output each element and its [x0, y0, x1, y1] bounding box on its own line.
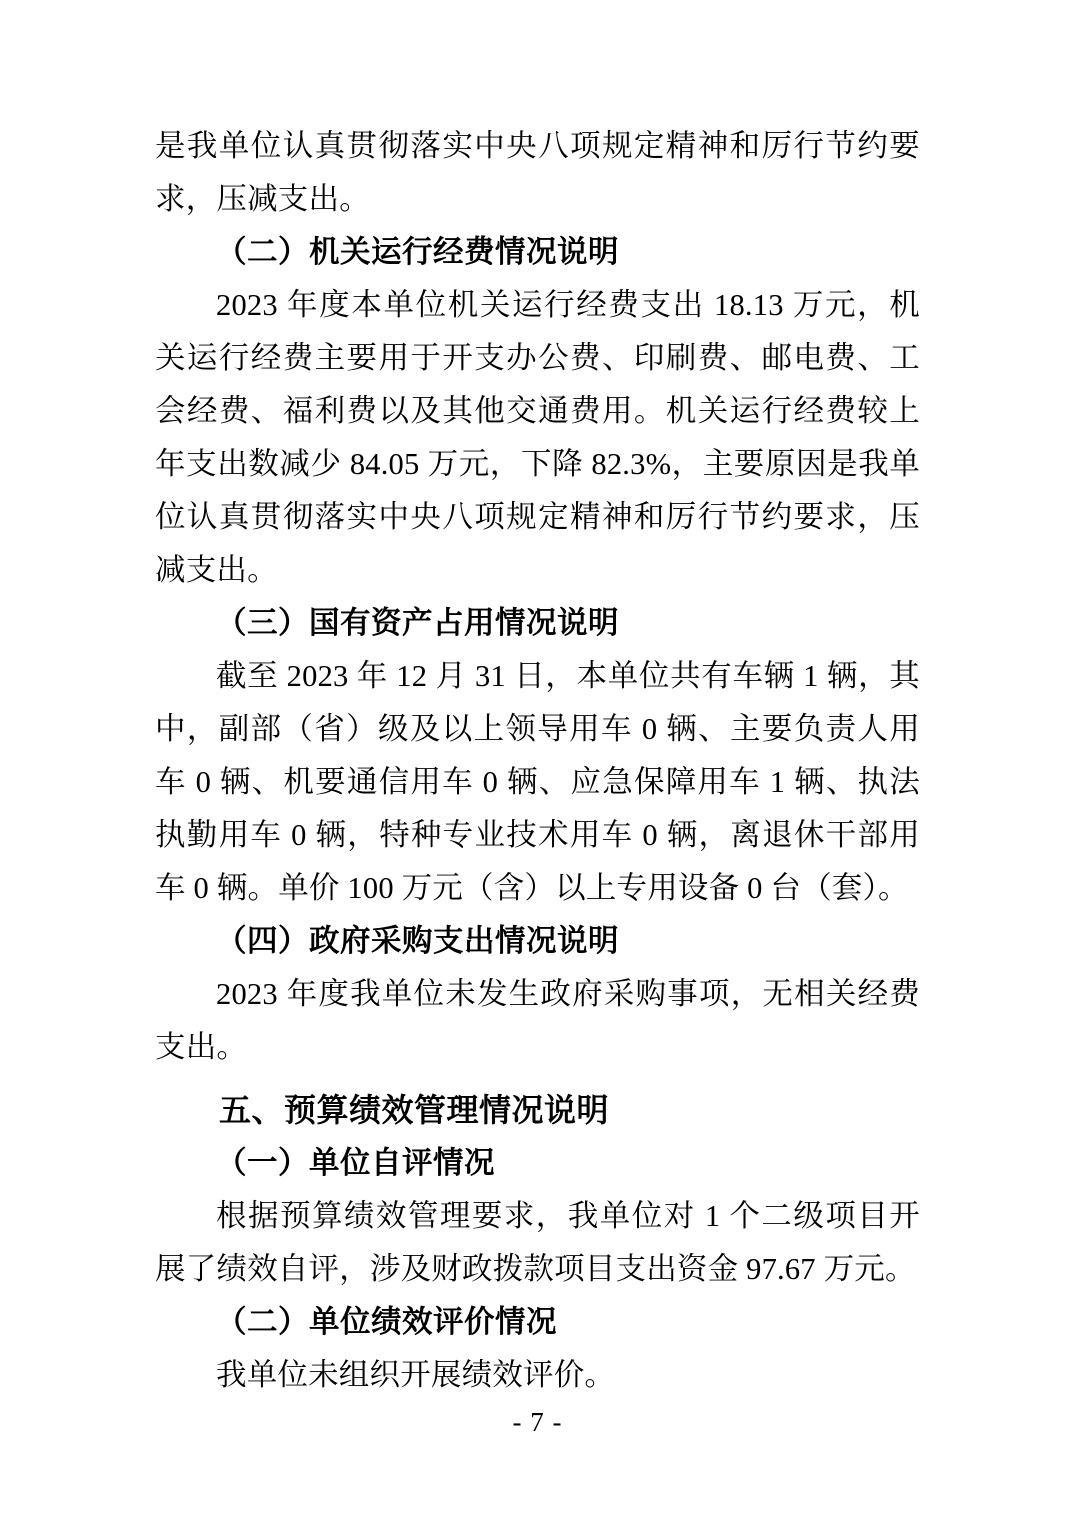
section-heading-government-procurement: （四）政府采购支出情况说明 [216, 924, 619, 958]
section-heading-self-evaluation: （一）单位自评情况 [216, 1146, 495, 1180]
paragraph-self-evaluation: 根据预算绩效管理要求，我单位对 1 个二级项目开展了绩效自评，涉及财政拨款项目支出资金 97.67 万元。 [155, 1199, 920, 1286]
page-number: - 7 - [512, 1407, 563, 1437]
section-heading-operating-expenses: （二）机关运行经费情况说明 [216, 235, 619, 269]
paragraph-unit-performance-evaluation: 我单位未组织开展绩效评价。 [216, 1358, 616, 1392]
section-spacer [155, 1074, 920, 1084]
paragraph-government-procurement: 2023 年度我单位未发生政府采购事项，无相关经费支出。 [155, 977, 920, 1064]
paragraph-operating-expenses: 2023 年度本单位机关运行经费支出 18.13 万元，机关运行经费主要用于开支办公费、印刷费、邮电费、工会经费、福利费以及其他交通费用。机关运行经费较上年支出数减少 84.05 万元，下降 82.3%，主要原因是我单位认真贯彻落实中央八项规定精神和厉行节约要求，压减支出。 [155, 288, 920, 587]
section-heading-unit-performance-evaluation: （二）单位绩效评价情况 [216, 1305, 557, 1339]
paragraph-state-assets: 截至 2023 年 12 月 31 日，本单位共有车辆 1 辆，其中，副部（省）级及以上领导用车 0 辆、主要负责人用车 0 辆、机要通信用车 0 辆、应急保障用车 1 辆、执法执勤用车 0 辆，特种专业技术用车 0 辆，离退休干部用车 0 辆。单价 100 万元（含）以上专用设备 0 台（套）。 [155, 659, 920, 905]
paragraph-continuation: 是我单位认真贯彻落实中央八项规定精神和厉行节约要求，压减支出。 [155, 129, 920, 216]
section-heading-performance-management: 五、预算绩效管理情况说明 [219, 1092, 610, 1128]
document-body [155, 120, 920, 1402]
section-heading-state-assets: （三）国有资产占用情况说明 [216, 606, 619, 640]
